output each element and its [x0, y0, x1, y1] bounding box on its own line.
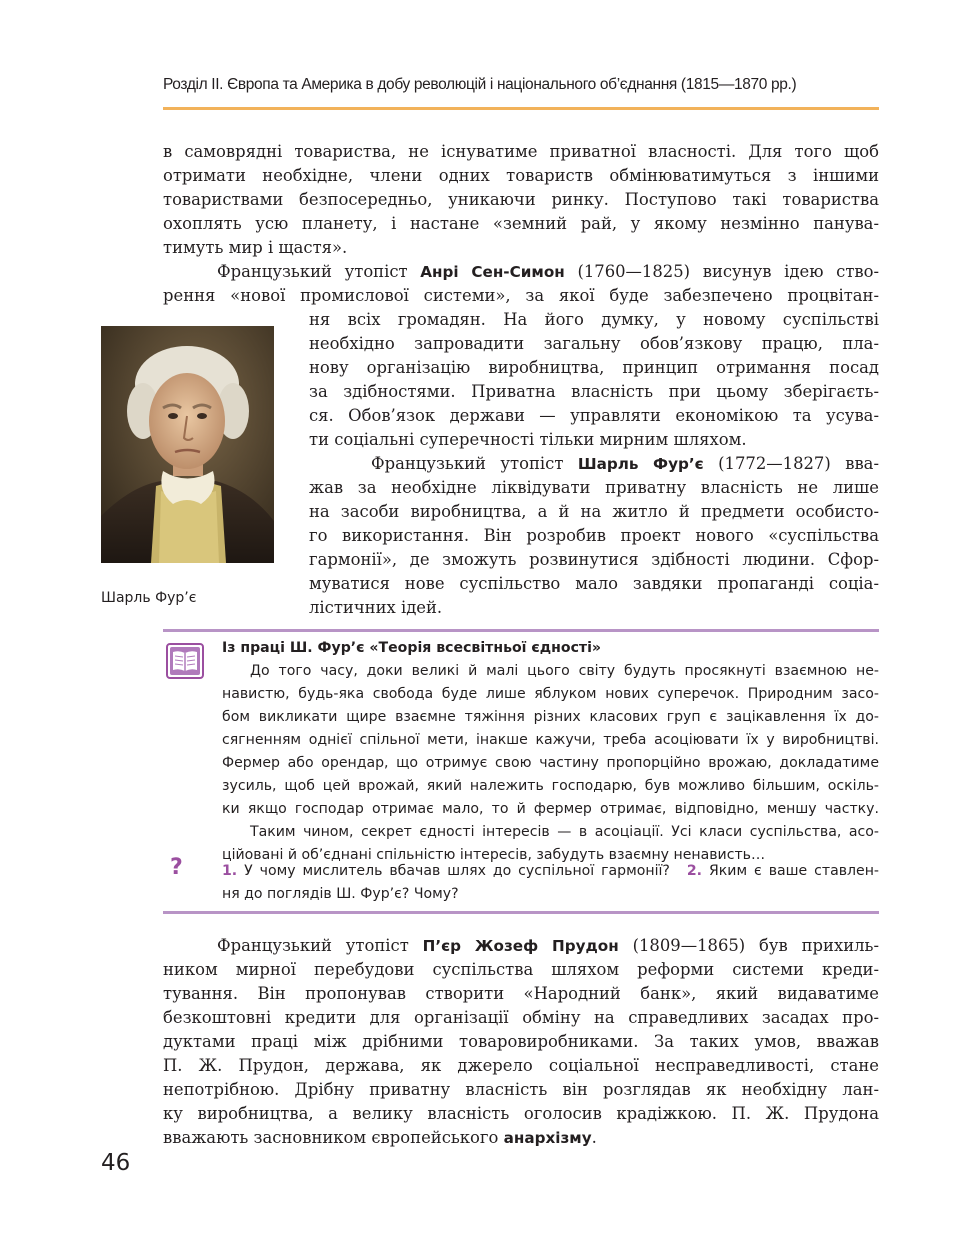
questions	[222, 860, 879, 906]
text-line: бом викликати щире взаємне тяжіння різних класових груп є зацікавлення їх до-	[222, 709, 879, 725]
header-rule	[163, 107, 879, 110]
text-line: зусиль, щоб цей врожай, який належить господарю, був можливо більшим, оскіль-	[222, 778, 879, 794]
question-icon: ?	[170, 855, 183, 880]
running-header: Розділ ІІ. Європа та Америка в добу революцій і національного об’єднання (1815—1870 рр.)	[163, 76, 797, 93]
person-name: Шарль Фур’є	[577, 455, 704, 473]
text-line: рення «нової промислової системи», за якої буде забезпечено процвітан-	[163, 286, 879, 305]
paragraph-saint-simon	[163, 260, 879, 308]
portrait-caption: Шарль Фур’є	[101, 590, 197, 606]
text-line: жав за необхідне ліквідувати приватну власність не лише	[309, 478, 879, 497]
text-line: сягненням однієї спільної мети, інакше кажучи, треба асоціювати їх у виробництві.	[222, 732, 879, 748]
text-line: го використання. Він розробив проект нового «суспільства	[309, 526, 879, 545]
source-bottom-rule	[163, 911, 879, 914]
text-line: Французький утопіст П’єр Жозеф Прудон (1809—1865) був прихиль-	[217, 936, 879, 955]
text-line: за здібностями. Приватна власність при цьому зберігаєть-	[309, 382, 879, 401]
text-line: тування. Він пропонував створити «Народний банк», який видаватиме	[163, 984, 879, 1003]
text-line: товариствами безпосередньо, уникаючи ринку. Поступово такі товариства	[163, 190, 879, 209]
text-line: безкоштовні кредити для організації обміну на справедливих засадах про-	[163, 1008, 879, 1027]
text-line: непотрібною. Дрібну приватну власність він розглядав як необхідну лан-	[163, 1080, 879, 1099]
text-line: Фермер або орендар, що отримує свою частину пропорційно врожаю, докладатиме	[222, 755, 879, 771]
text-line: необхідно запровадити загальну обов’язкову працю, пла-	[309, 334, 879, 353]
key-term: анархізму	[503, 1129, 592, 1147]
question-line: 1. У чому мислитель вбачав шлях до суспільної гармонії? 2. Яким є ваше ставлен-	[222, 863, 879, 879]
paragraph-proudhon	[163, 934, 879, 1150]
person-name: Анрі Сен-Симон	[420, 263, 565, 281]
text-line: навистю, будь-яка свобода буде лише яблуком нових суперечок. Природним засо-	[222, 686, 879, 702]
source-title: Із праці Ш. Фур’є «Теорія всесвітньої єдності»	[222, 640, 602, 656]
paragraph-fourier	[309, 452, 879, 620]
text-line: Таким чином, секрет єдності інтересів — в асоціації. Усі класи суспільства, асо-	[250, 824, 879, 840]
paragraph-continuation	[163, 140, 879, 260]
text-line: муватися нове суспільство мало завдяки пропаганді соціа-	[309, 574, 879, 593]
text-line: в самоврядні товариства, не існуватиме приватної власності. Для того щоб	[163, 142, 879, 161]
person-name: П’єр Жозеф Прудон	[422, 937, 619, 955]
text-line: ся. Обов’язок держави — управляти економікою та усува-	[309, 406, 879, 425]
text-line: вважають засновником європейського анархізму.	[163, 1128, 597, 1147]
text-line: гармонії», де зможуть розвинутися здібності людини. Сфор-	[309, 550, 879, 569]
text-line: отримати необхідне, члени одних товариств обмінюватимуться з іншими	[163, 166, 879, 185]
source-top-rule	[163, 629, 879, 632]
text-line: До того часу, доки великі й малі цього світу будуть просякнуті взаємною не-	[250, 663, 879, 679]
text-line: на засоби виробництва, а й на житло й предмети особисто-	[309, 502, 879, 521]
paragraph-saint-simon-wrap	[309, 308, 879, 452]
text-line: лістичних ідей.	[309, 598, 443, 617]
book-icon	[166, 643, 204, 679]
text-line: ти соціальні суперечності тільки мирним шляхом.	[309, 430, 747, 449]
text-line: дуктами праці між дрібними товаровиробниками. За таких умов, вважав	[163, 1032, 879, 1051]
text-line: нову організацію виробництва, принцип отримання посад	[309, 358, 879, 377]
page-number: 46	[101, 1150, 131, 1176]
text-line: Французький утопіст Анрі Сен-Симон (1760—1825) висунув ідею ство-	[217, 262, 879, 281]
text-line: П. Ж. Прудон, держава, як джерело соціальної несправедливості, стане	[163, 1056, 879, 1075]
text-line: ником мирної перебудови суспільства шляхом реформи системи креди-	[163, 960, 879, 979]
text-line: ки якщо господар отримає мало, то й фермер отримає, відповідно, меншу частку.	[222, 801, 879, 817]
source-excerpt	[222, 637, 879, 867]
question-line: ня до поглядів Ш. Фур’є? Чому?	[222, 886, 459, 902]
text-line: ку виробництва, а велику власність оголосив крадіжкою. П. Ж. Прудона	[163, 1104, 879, 1123]
portrait-image	[101, 326, 274, 563]
text-line: тимуть мир і щастя».	[163, 238, 348, 257]
text-line: охоплять усю планету, і настане «земний рай, у якому незмінно панува-	[163, 214, 879, 233]
text-line: Французький утопіст Шарль Фур’є (1772—1827) вва-	[371, 454, 879, 473]
text-line: ня всіх громадян. На його думку, у новому суспільстві	[309, 310, 879, 329]
text-line: ційовані й об’єднані спільністю інтересів, забудуть взаємну ненависть…	[222, 847, 766, 863]
